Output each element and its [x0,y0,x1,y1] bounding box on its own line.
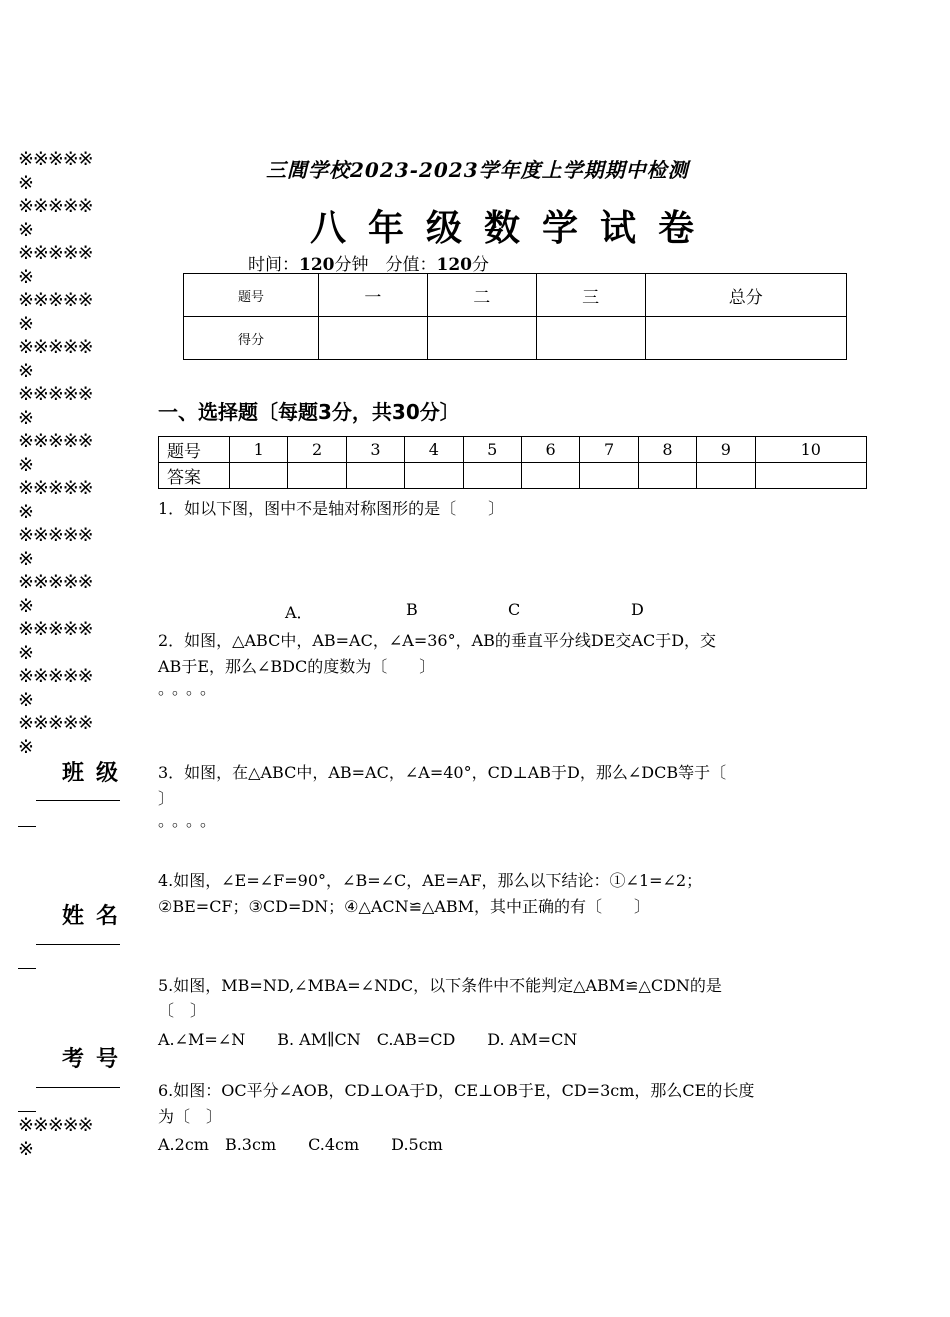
question-4-line: ②BE=CF；③CD=DN；④△ACN≌△ABM，其中正确的有〔 〕 [158,897,651,916]
score-table-score-row [184,317,847,360]
margin-row: ※※※※※ [18,618,93,640]
school-title: 三閭学校2023-2023学年度上学期期中检测 [266,158,689,182]
question-2-line: AB于E，那么∠BDC的度数为〔 〕 [158,657,436,676]
margin-row: ※※※※※ [18,430,93,452]
question-2-line: 2．如图，△ABC中，AB=AC，∠A=36°，AB的垂直平分线DE交AC于D，交 [158,631,717,650]
exam-number-field-line-end [18,1111,36,1112]
margin-row: ※ [18,688,33,711]
margin-row: ※※※※※ [18,383,93,405]
score-row-label: 得分 [184,317,319,360]
answer-table-number-row [159,437,867,463]
margin-row: ※ [18,406,33,429]
score-entry-cell[interactable] [536,317,645,360]
margin-row: ※ [18,547,33,570]
margin-row: ※※※※※ [18,242,93,264]
name-label: 姓名 [62,904,131,929]
exam-title: 八年级数学试卷 [310,208,717,249]
answer-entry-cell[interactable] [755,463,866,489]
question-6-options: A.2cm B.3cm C.4cm D.5cm [158,1135,443,1154]
margin-row: ※※※※※ [18,289,93,311]
margin-row: ※※※※※ [18,665,93,687]
question-number-cell: 10 [755,437,866,463]
margin-row: ※※※※※ [18,477,93,499]
class-field-line[interactable] [36,800,120,801]
class-label: 班级 [62,761,131,786]
score-table-cell: 二 [427,274,536,317]
answer-table-row-label: 答案 [159,463,230,489]
margin-row: ※※※※※ [18,1114,93,1136]
margin-row: ※※※※※ [18,571,93,593]
question-1-option-d: D [631,600,644,619]
exam-number-label: 考号 [62,1047,131,1072]
time-unit: 分钟 [334,255,369,275]
question-number-cell: 1 [230,437,288,463]
question-3-line: 〕 [158,789,175,808]
margin-row: ※※※※※ [18,336,93,358]
question-number-cell: 3 [346,437,404,463]
question-number-cell: 7 [580,437,638,463]
question-number-cell: 9 [697,437,755,463]
margin-row: ※ [18,735,33,758]
question-1: 1．如以下图，图中不是轴对称图形的是〔 〕 [158,499,505,518]
score-table-cell: 一 [319,274,428,317]
answer-table [158,436,867,489]
score-table-header-row [184,274,847,317]
margin-row: ※ [18,1137,33,1160]
answer-table-answer-row [159,463,867,489]
answer-table-row-label: 题号 [159,437,230,463]
score-summary-table [183,273,847,360]
score-value: 120 [436,255,472,275]
margin-row: ※ [18,312,33,335]
question-1-option-a: A． [285,603,313,622]
name-field-line[interactable] [36,944,120,945]
margin-row: ※ [18,265,33,288]
question-6-line: 为〔 〕 [158,1107,223,1126]
score-unit: 分 [472,255,489,275]
margin-row: ※※※※※ [18,148,93,170]
question-5-options: A.∠M=∠N B. AM∥CN C.AB=CD D. AM=CN [158,1030,578,1049]
question-number-cell: 5 [463,437,521,463]
time-and-score-line [248,250,489,275]
score-table-cell: 总分 [645,274,846,317]
margin-row: ※ [18,594,33,617]
score-entry-cell[interactable] [319,317,428,360]
margin-row: ※※※※※ [18,524,93,546]
margin-row: ※ [18,359,33,382]
binding-margin-pattern [18,148,128,759]
score-entry-cell[interactable] [427,317,536,360]
time-value: 120 [299,255,335,275]
score-table-cell: 三 [536,274,645,317]
question-5-line: 5.如图，MB=ND,∠MBA=∠NDC，以下条件中不能判定△ABM≌△CDN的是 [158,976,722,995]
margin-row: ※ [18,500,33,523]
answer-entry-cell[interactable] [521,463,579,489]
question-number-cell: 2 [288,437,346,463]
answer-entry-cell[interactable] [288,463,346,489]
answer-entry-cell[interactable] [463,463,521,489]
answer-entry-cell[interactable] [697,463,755,489]
question-number-cell: 4 [405,437,463,463]
answer-entry-cell[interactable] [230,463,288,489]
answer-entry-cell[interactable] [580,463,638,489]
question-3-options-placeholder: 。。。。 [158,811,223,830]
question-4-line: 4.如图，∠E=∠F=90°，∠B=∠C，AE=AF，那么以下结论：①∠1=∠2； [158,871,703,890]
score-table-cell: 题号 [184,274,319,317]
margin-row: ※ [18,171,33,194]
question-5-line: 〔 〕 [158,1001,207,1020]
margin-row: ※※※※※ [18,195,93,217]
question-number-cell: 8 [638,437,696,463]
score-label: 分值： [385,255,437,275]
answer-entry-cell[interactable] [405,463,463,489]
margin-row: ※ [18,218,33,241]
time-label: 时间： [248,255,299,275]
score-entry-cell[interactable] [645,317,846,360]
section-1-title: 一、选择题〔每题3分，共30分〕 [158,400,460,424]
margin-row: ※ [18,453,33,476]
question-3-line: 3．如图，在△ABC中，AB=AC，∠A=40°，CD⊥AB于D，那么∠DCB等于〔 [158,763,727,782]
binding-margin-pattern-bottom [18,1114,128,1161]
question-1-option-c: C [508,600,521,619]
margin-row: ※ [18,641,33,664]
question-1-option-b: B [406,600,418,619]
class-field-line-end [18,826,36,827]
question-6-line: 6.如图：OC平分∠AOB，CD⊥OA于D，CE⊥OB于E，CD=3cm，那么CE的长度 [158,1081,755,1100]
question-number-cell: 6 [521,437,579,463]
margin-row: ※※※※※ [18,712,93,734]
exam-number-field-line[interactable] [36,1087,120,1088]
answer-entry-cell[interactable] [638,463,696,489]
name-field-line-end [18,968,36,969]
answer-entry-cell[interactable] [346,463,404,489]
question-2-options-placeholder: 。。。。 [158,679,223,698]
